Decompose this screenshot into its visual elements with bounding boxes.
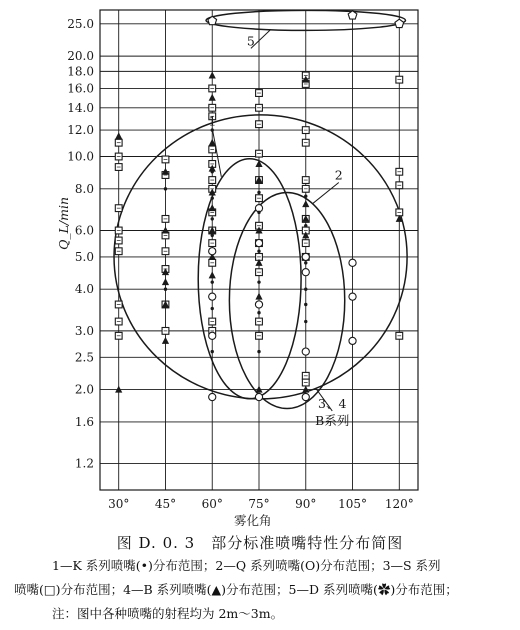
dot-marker bbox=[257, 280, 260, 283]
region-label-2: 2 bbox=[334, 167, 343, 183]
triangle-marker bbox=[162, 337, 169, 344]
y-axis-label: Q_L/min bbox=[56, 196, 71, 250]
figure-caption-note: 注：图中各种喷嘴的射程均为 2m～3m。 bbox=[52, 606, 284, 621]
y-tick-label: 10.0 bbox=[67, 149, 94, 164]
circle-marker bbox=[209, 248, 216, 255]
region-label-2-leader bbox=[313, 183, 339, 204]
y-tick-label: 2.5 bbox=[74, 350, 94, 365]
dot-marker bbox=[211, 307, 214, 310]
triangle-marker bbox=[209, 94, 216, 101]
y-tick-label: 6.0 bbox=[74, 223, 94, 238]
dot-marker bbox=[211, 350, 214, 353]
dot-marker bbox=[211, 217, 214, 220]
triangle-marker bbox=[162, 226, 169, 233]
dot-marker bbox=[211, 170, 214, 173]
chart-labels bbox=[208, 29, 349, 428]
circle-marker bbox=[209, 393, 216, 400]
circle-marker bbox=[349, 337, 356, 344]
triangle-marker bbox=[255, 160, 262, 167]
y-tick-label: 5.0 bbox=[74, 249, 94, 264]
y-tick-label: 2.0 bbox=[74, 382, 94, 397]
circle-marker bbox=[255, 393, 262, 400]
region-ellipse bbox=[229, 193, 347, 411]
triangle-marker bbox=[255, 293, 262, 300]
axes bbox=[56, 10, 418, 528]
circle-marker bbox=[349, 259, 356, 266]
y-tick-label: 25.0 bbox=[67, 16, 94, 31]
y-tick-label: 1.2 bbox=[74, 456, 94, 471]
dot-marker bbox=[257, 250, 260, 253]
x-tick-label: 30° bbox=[108, 497, 130, 511]
y-tick-label: 20.0 bbox=[67, 49, 94, 64]
circle-marker bbox=[209, 332, 216, 339]
x-tick-label: 60° bbox=[201, 497, 223, 511]
dot-marker bbox=[304, 195, 307, 198]
dot-marker bbox=[211, 196, 214, 199]
dot-marker bbox=[257, 211, 260, 214]
x-tick-label: 90° bbox=[295, 497, 317, 511]
circle-marker bbox=[349, 293, 356, 300]
dot-marker bbox=[304, 261, 307, 264]
triangle-marker bbox=[162, 278, 169, 285]
x-axis-label: 雾化角 bbox=[234, 513, 272, 528]
triangle-marker bbox=[255, 386, 262, 393]
dot-marker bbox=[304, 288, 307, 291]
circle-marker bbox=[209, 293, 216, 300]
circle-marker bbox=[302, 253, 309, 260]
circle-marker bbox=[302, 348, 309, 355]
region-label-1: 1 bbox=[208, 113, 217, 129]
circle-marker bbox=[255, 301, 262, 308]
x-tick-label: 105° bbox=[338, 497, 367, 511]
dot-marker bbox=[211, 280, 214, 283]
dot-marker bbox=[304, 224, 307, 227]
triangle-marker bbox=[115, 132, 122, 139]
dot-marker bbox=[257, 191, 260, 194]
pentagon-marker bbox=[395, 19, 404, 27]
y-tick-label: 18.0 bbox=[67, 64, 94, 79]
circle-marker bbox=[302, 393, 309, 400]
y-tick-label: 1.6 bbox=[74, 414, 94, 429]
circle-marker bbox=[255, 239, 262, 246]
region-label-b-series: B系列 bbox=[315, 412, 350, 428]
triangle-marker bbox=[209, 271, 216, 278]
triangle-marker bbox=[115, 386, 122, 393]
dot-marker bbox=[304, 303, 307, 306]
triangle-marker bbox=[209, 71, 216, 78]
dot-marker bbox=[164, 187, 167, 190]
dot-marker bbox=[211, 234, 214, 237]
figure-caption-line-1: 1—K 系列喷嘴(•)分布范围；2—Q 系列喷嘴(O)分布范围；3—S 系列 bbox=[52, 558, 441, 573]
x-tick-label: 120° bbox=[384, 497, 414, 511]
y-tick-label: 12.0 bbox=[67, 123, 94, 138]
circle-marker bbox=[302, 269, 309, 276]
dot-marker bbox=[257, 311, 260, 314]
dot-marker bbox=[304, 320, 307, 323]
figure-caption-line-2: 喷嘴(□)分布范围；4—B 系列喷嘴(▲)分布范围；5—D 系列喷嘴(✿)分布范围； bbox=[14, 582, 458, 597]
triangle-marker bbox=[302, 200, 309, 207]
y-tick-label: 4.0 bbox=[74, 282, 94, 297]
x-tick-label: 45° bbox=[154, 497, 177, 511]
y-tick-label: 3.0 bbox=[74, 323, 94, 338]
x-tick-label: 75° bbox=[248, 497, 270, 511]
dot-marker bbox=[164, 288, 167, 291]
region-label-3-4: 3、4 bbox=[318, 395, 347, 411]
dot-marker bbox=[257, 229, 260, 232]
dot-marker bbox=[257, 350, 260, 353]
y-tick-label: 16.0 bbox=[67, 81, 94, 96]
triangle-marker bbox=[302, 386, 309, 393]
figure-caption-title: 图 D. 0. 3 部分标准喷嘴特性分布简图 bbox=[116, 534, 404, 552]
y-tick-label: 14.0 bbox=[67, 100, 94, 115]
region-label-5: 5 bbox=[246, 33, 255, 49]
y-tick-label: 8.0 bbox=[74, 181, 94, 196]
